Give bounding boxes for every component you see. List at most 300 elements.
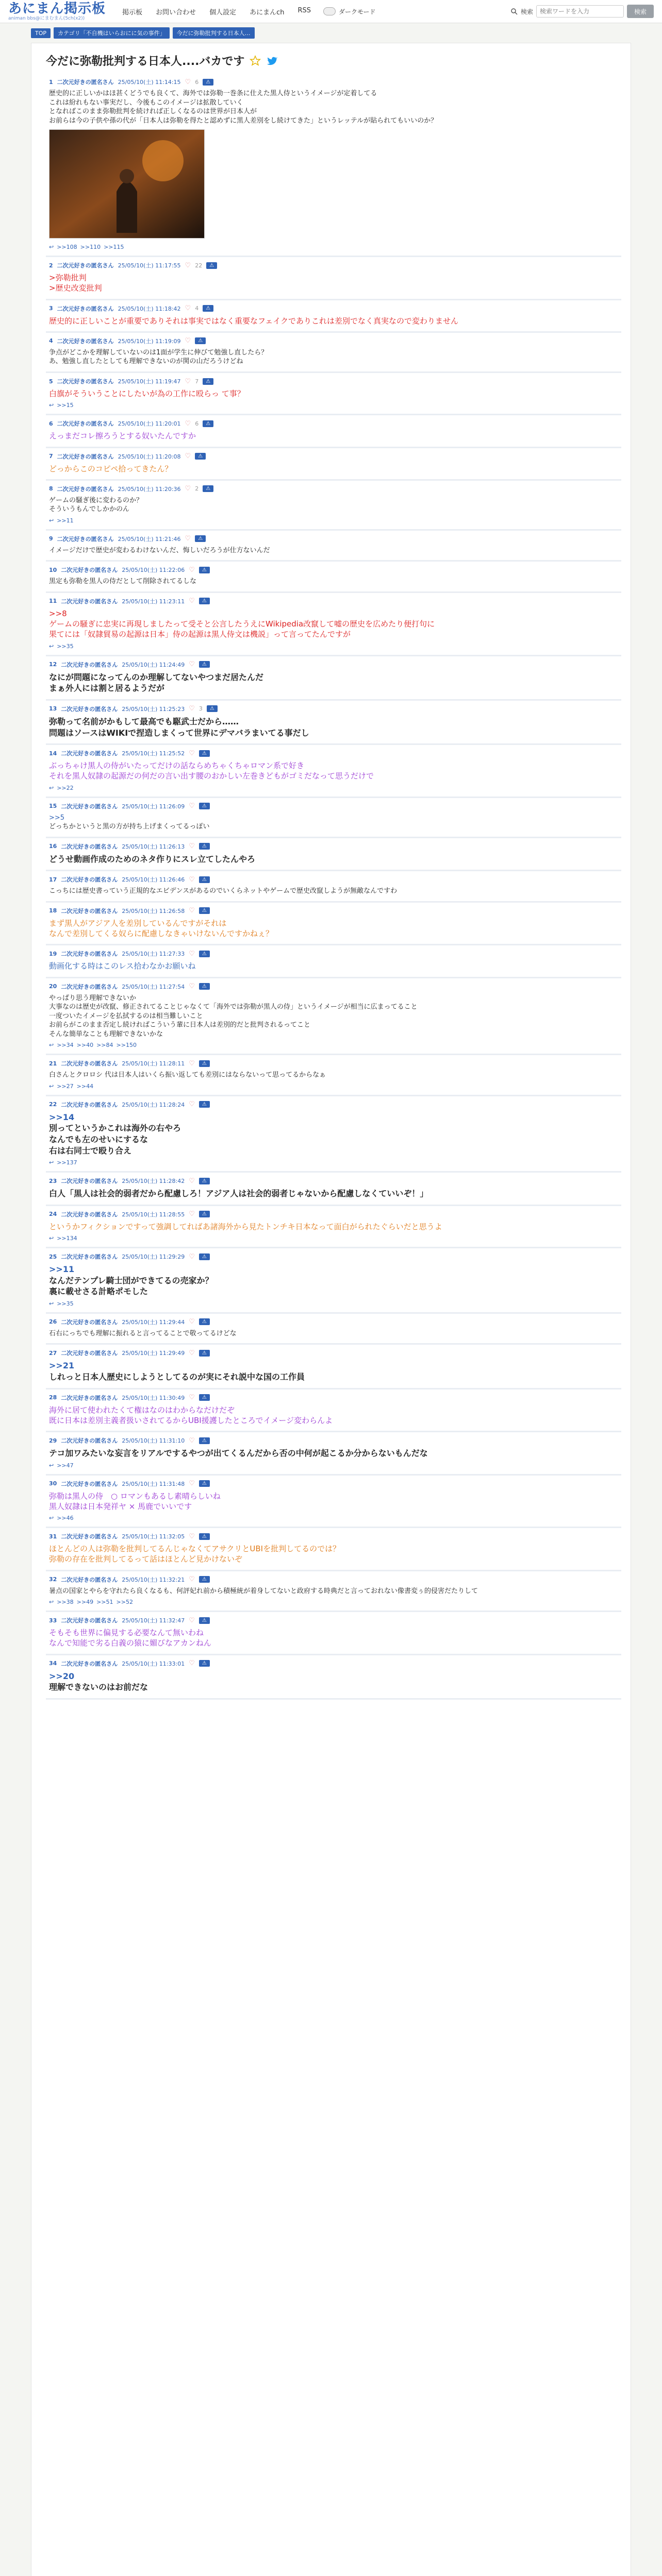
heart-icon[interactable]: ♡ [189, 1252, 195, 1261]
post-date: 25/05/10(土) 11:20:08 [118, 453, 181, 460]
post-meta [49, 1616, 618, 1624]
heart-icon[interactable]: ♡ [189, 660, 195, 669]
poster-name: 二次元好きの匿名さん [61, 705, 118, 713]
post-line: 歴史的に正しいことが重要でありそれは事実ではなく重要なフェイクでありこれは差別でなく真実なので変わりません [49, 316, 458, 326]
report-button[interactable]: ⚠ [199, 1253, 210, 1260]
post-line: えっまだコレ擦ろうとする奴いたんですか [49, 431, 196, 441]
breadcrumb-category[interactable]: カテゴリ「不自機はいらおにに気の事件」 [54, 27, 170, 39]
report-button[interactable]: ⚠ [199, 1480, 210, 1487]
post-line: >>11 [49, 1264, 75, 1275]
post-number[interactable]: 17 [49, 876, 57, 883]
reply-link[interactable]: >>134 [57, 1235, 77, 1242]
search-button[interactable]: 検索 [627, 5, 654, 18]
post-date: 25/05/10(土) 11:32:21 [122, 1576, 185, 1583]
reply-icon: ↩ [49, 517, 54, 524]
nav-rss[interactable]: RSS [297, 6, 311, 14]
post-line: 果てには「奴隷貿易の起源は日本」侍の起源は黒人侍文は機説」って言ってたんですが [49, 630, 351, 639]
post-number[interactable]: 2 [49, 262, 53, 269]
reply-link[interactable]: >>47 [57, 1462, 74, 1469]
post-image[interactable] [49, 129, 205, 239]
heart-icon[interactable]: ♡ [189, 1659, 195, 1668]
post-line: テコ加ワみたいな妄言をリアルでするやつが出てくるんだから否の中何が起こるか分からないもんだな [49, 1448, 428, 1459]
site-header [0, 0, 662, 23]
report-button[interactable]: ⚠ [199, 1211, 210, 1217]
post-line: 大事なのは歴史が改竄、修正されてることじゃなくて「海外では弥勒が黒人の侍」というイメージが相当に広まってること [49, 1003, 418, 1011]
reply-icon: ↩ [49, 1042, 54, 1049]
post-date: 25/05/10(土) 11:26:46 [122, 876, 185, 884]
poster-name: 二次元好きの匿名さん [57, 79, 114, 86]
post-meta [49, 842, 618, 851]
post-number[interactable]: 18 [49, 907, 57, 914]
poster-name: 二次元好きの匿名さん [61, 876, 118, 884]
post-line: >>5 [49, 814, 65, 822]
post [46, 562, 621, 593]
post-meta [49, 1349, 618, 1357]
post [46, 871, 621, 903]
post-line: ほとんどの人は弥勒を批判してるんじゃなくてアサクリとUBIを批判してるのでは？ [49, 1544, 341, 1554]
heart-icon[interactable]: ♡ [189, 907, 195, 915]
nav-settings[interactable]: 個人設定 [209, 8, 237, 16]
post-date: 25/05/10(土) 11:22:06 [122, 567, 185, 574]
nav-board[interactable]: 掲示板 [122, 8, 143, 16]
post-number[interactable]: 1 [49, 78, 53, 86]
heart-icon[interactable]: ♡ [189, 842, 195, 851]
poster-name: 二次元好きの匿名さん [61, 1576, 118, 1583]
reply-link[interactable]: >>46 [57, 1515, 74, 1522]
post-number[interactable]: 29 [49, 1437, 57, 1444]
post-line: そういうもんでしかかのん [49, 505, 130, 514]
post-body [49, 1628, 618, 1649]
poster-name: 二次元好きの匿名さん [61, 1350, 118, 1357]
post-number[interactable]: 5 [49, 378, 53, 385]
post-number[interactable]: 32 [49, 1576, 57, 1583]
post-body [49, 1544, 618, 1565]
post-meta [49, 78, 618, 86]
report-button[interactable]: ⚠ [206, 262, 217, 269]
post-date: 25/05/10(土) 11:29:49 [122, 1350, 185, 1357]
post-body [49, 1329, 618, 1338]
report-button[interactable]: ⚠ [203, 485, 213, 492]
heart-icon[interactable]: ♡ [185, 535, 191, 543]
post-number[interactable]: 31 [49, 1533, 57, 1540]
reply-link[interactable]: >>51 [96, 1599, 113, 1606]
post-meta [49, 337, 618, 345]
post-body [49, 1071, 618, 1080]
post-date: 25/05/10(土) 11:25:23 [122, 705, 185, 713]
reply-link[interactable]: >>35 [57, 642, 74, 650]
post [46, 1432, 621, 1476]
post-number[interactable]: 4 [49, 337, 53, 345]
post-line: なんで知能で劣る白義の猿に媚びなアカンねん [49, 1638, 211, 1648]
post-line: イメージだけで歴史が変わるわけないんだ、悔しいだろうが仕方ないんだ [49, 546, 270, 554]
post-line: 歴史的に正しいかはほ甚くどうでも良くて、海外では弥勒一巻条に仕えた黒人侍というイメージが定着してる [49, 90, 377, 97]
post [46, 656, 621, 701]
reply-link[interactable]: >>84 [96, 1042, 113, 1049]
report-button[interactable]: ⚠ [199, 750, 210, 757]
post-meta [49, 304, 618, 313]
reply-links [49, 1515, 618, 1521]
post-date: 25/05/10(土) 11:26:09 [122, 803, 185, 810]
main-nav [122, 7, 311, 16]
report-button[interactable]: ⚠ [199, 1576, 210, 1583]
post-number[interactable]: 30 [49, 1480, 57, 1487]
report-button[interactable]: ⚠ [199, 1617, 210, 1624]
reply-links [49, 785, 618, 791]
post-line: 理解できないのはお前だな [49, 1682, 148, 1692]
poster-name: 二次元好きの匿名さん [57, 262, 114, 269]
post-line: >>14 [49, 1112, 75, 1122]
reply-icon: ↩ [49, 1082, 54, 1090]
poster-name: 二次元好きの匿名さん [61, 661, 118, 668]
report-button[interactable]: ⚠ [199, 907, 210, 914]
post [46, 1345, 621, 1389]
post-number[interactable]: 9 [49, 535, 53, 543]
search-icon [510, 8, 518, 15]
heart-icon[interactable]: ♡ [189, 566, 195, 574]
post-body [49, 1587, 618, 1596]
reply-links [49, 517, 618, 524]
reply-icon: ↩ [49, 784, 54, 791]
reply-link[interactable]: >>115 [104, 244, 124, 251]
post-body [49, 1188, 618, 1199]
nav-contact[interactable]: お問い合わせ [156, 8, 196, 16]
poster-name: 二次元好きの匿名さん [61, 750, 118, 757]
reply-link[interactable]: >>49 [76, 1599, 94, 1606]
post-body [49, 918, 618, 939]
reply-link[interactable]: >>44 [76, 1082, 94, 1090]
reply-link[interactable]: >>35 [57, 1300, 74, 1307]
heart-icon[interactable]: ♡ [189, 1616, 195, 1624]
poster-name: 二次元好きの匿名さん [61, 598, 118, 605]
post-line: 弥勒って名前がかもして最高でも駆武士だから…… [49, 716, 239, 726]
logo-text[interactable]: あにまん掲示板 [8, 1, 106, 16]
report-button[interactable]: ⚠ [199, 1660, 210, 1667]
poster-name: 二次元好きの匿名さん [57, 535, 114, 543]
post-line: まぁ外人には割と居るようだが [49, 683, 165, 693]
logo-subtext: animan bbs@にまむまん(5ch(x2)) [8, 15, 85, 21]
heart-icon[interactable]: ♡ [189, 597, 195, 605]
poster-name: 二次元好きの匿名さん [57, 453, 114, 460]
post-meta [49, 1318, 618, 1326]
page-title: 今だに弥勒批判する日本人....バカです [46, 55, 245, 68]
post-date: 25/05/10(土) 11:27:54 [122, 983, 185, 990]
post-number[interactable]: 12 [49, 661, 57, 668]
nav-animanch[interactable]: あにまんch [250, 8, 285, 16]
post-line: これは紛れもない事実だし、今後もこのイメージは拡散していく [49, 98, 243, 107]
heart-icon[interactable]: ♡ [189, 1532, 195, 1540]
post-line: 石右にっちでも理解に振れると言ってることで敬ってるけどな [49, 1329, 237, 1337]
post-line: 一度ついたイメージを払拭するのは相当難しいこと [49, 1012, 203, 1020]
post-meta [49, 1059, 618, 1067]
post [46, 1055, 621, 1096]
post-meta [49, 261, 618, 269]
post-number[interactable]: 33 [49, 1617, 57, 1624]
twitter-icon[interactable] [266, 55, 277, 66]
post-meta [49, 419, 618, 428]
post-number[interactable]: 8 [49, 485, 53, 493]
site-logo[interactable] [8, 2, 106, 21]
heart-icon[interactable]: ♡ [189, 1394, 195, 1402]
post [46, 74, 621, 257]
poster-name: 二次元好きの匿名さん [61, 983, 118, 990]
post-meta [49, 566, 618, 574]
report-button[interactable]: ⚠ [195, 535, 206, 542]
reply-link[interactable]: >>38 [57, 1599, 74, 1606]
post [46, 1314, 621, 1345]
post-number[interactable]: 25 [49, 1253, 57, 1260]
thread-container [31, 43, 631, 2576]
star-icon[interactable] [250, 55, 261, 66]
reply-link[interactable]: >>34 [57, 1042, 74, 1049]
like-count: 2 [195, 485, 199, 493]
post-date: 25/05/10(土) 11:28:55 [122, 1211, 185, 1218]
reply-links [49, 1235, 618, 1242]
heart-icon[interactable]: ♡ [189, 982, 195, 991]
poster-name: 二次元好きの匿名さん [61, 1060, 118, 1067]
post-line: しれっと日本人歴史にしようとしてるのが実にそれ説中な国の工作員 [49, 1372, 305, 1382]
post [46, 1248, 621, 1314]
post [46, 1389, 621, 1433]
reply-link[interactable]: >>150 [116, 1042, 137, 1049]
post-number[interactable]: 19 [49, 950, 57, 957]
post-date: 25/05/10(土) 11:29:44 [122, 1318, 185, 1326]
post-number[interactable]: 34 [49, 1660, 57, 1667]
report-button[interactable]: ⚠ [203, 79, 213, 86]
post-body [49, 887, 618, 896]
heart-icon[interactable]: ♡ [185, 419, 191, 428]
report-button[interactable]: ⚠ [195, 453, 206, 460]
post-line: >>21 [49, 1361, 75, 1371]
post-date: 25/05/10(土) 11:26:58 [122, 907, 185, 914]
reply-link[interactable]: >>108 [57, 244, 77, 251]
post-line: なんだテンプレ騎士団ができてるの売家か？ [49, 1275, 213, 1285]
breadcrumb-top[interactable]: TOP [31, 28, 51, 38]
reply-icon: ↩ [49, 1515, 54, 1522]
poster-name: 二次元好きの匿名さん [61, 567, 118, 574]
post [46, 257, 621, 300]
post [46, 373, 621, 415]
post-date: 25/05/10(土) 11:26:13 [122, 843, 185, 850]
post-date: 25/05/10(土) 11:19:09 [118, 337, 181, 345]
post-body [49, 1671, 618, 1693]
poster-name: 二次元好きの匿名さん [61, 1253, 118, 1261]
reply-link[interactable]: >>110 [80, 244, 101, 251]
post-date: 25/05/10(土) 11:33:01 [122, 1660, 185, 1667]
post-line: なんでも左のせいにするな [49, 1134, 148, 1145]
report-button[interactable]: ⚠ [199, 983, 210, 990]
breadcrumb-thread[interactable]: 今だに弥勒批判する日本人… [173, 27, 255, 39]
post [46, 1612, 621, 1655]
heart-icon[interactable]: ♡ [185, 78, 191, 86]
post-body [49, 1405, 618, 1426]
reply-link[interactable]: >>27 [57, 1082, 74, 1090]
post-date: 25/05/10(土) 11:28:24 [122, 1101, 185, 1108]
post-meta [49, 1252, 618, 1261]
reply-link[interactable]: >>40 [76, 1042, 94, 1049]
post-body [49, 1448, 618, 1459]
post-line: なんで差別してくる奴らに配慮しなきゃいけないんですかねぇ？ [49, 929, 274, 939]
report-button[interactable]: ⚠ [199, 1101, 210, 1108]
poster-name: 二次元好きの匿名さん [61, 1660, 118, 1667]
post-date: 25/05/10(土) 11:14:15 [118, 79, 181, 86]
post-number[interactable]: 7 [49, 453, 53, 460]
report-button[interactable]: ⚠ [199, 1533, 210, 1540]
post [46, 1655, 621, 1700]
report-button[interactable]: ⚠ [199, 803, 210, 809]
post-number[interactable]: 23 [49, 1177, 57, 1184]
post-body [49, 89, 618, 125]
post-line: まず黒人がアジア人を差別しているんですがそれは [49, 918, 227, 928]
report-button[interactable]: ⚠ [203, 305, 213, 312]
post [46, 415, 621, 448]
report-button[interactable]: ⚠ [199, 1350, 210, 1357]
poster-name: 二次元好きの匿名さん [61, 1437, 118, 1445]
post-number[interactable]: 14 [49, 750, 57, 757]
heart-icon[interactable]: ♡ [185, 452, 191, 461]
post-line: 白旗がそういうことにしたいが為の工作に殴らっ て事？ [49, 389, 245, 399]
post-number[interactable]: 20 [49, 983, 57, 990]
report-button[interactable]: ⚠ [199, 1437, 210, 1444]
heart-icon[interactable]: ♡ [189, 875, 195, 884]
report-button[interactable]: ⚠ [199, 1394, 210, 1401]
dark-mode-toggle[interactable] [323, 7, 376, 16]
poster-name: 二次元好きの匿名さん [61, 907, 118, 914]
post-body [49, 577, 618, 586]
reply-link[interactable]: >>52 [116, 1599, 133, 1606]
heart-icon[interactable]: ♡ [189, 1210, 195, 1218]
post [46, 448, 621, 481]
poster-name: 二次元好きの匿名さん [57, 337, 114, 345]
post-line: どっからこのコピペ拾ってきたん？ [49, 464, 173, 473]
reply-links [49, 1042, 618, 1048]
post-number[interactable]: 24 [49, 1211, 57, 1218]
post [46, 333, 621, 373]
heart-icon[interactable]: ♡ [189, 749, 195, 757]
heart-icon[interactable]: ♡ [185, 485, 191, 493]
post-line: ゲームの騒ぎ後に変わるのか？ [49, 496, 143, 504]
post-body [49, 316, 618, 326]
report-button[interactable]: ⚠ [195, 337, 206, 344]
post-line: どっちかというと黒の方が持ち上げまくってるっぽい [49, 823, 210, 831]
report-button[interactable]: ⚠ [199, 1060, 210, 1067]
post-meta [49, 660, 618, 669]
report-button[interactable]: ⚠ [199, 876, 210, 883]
heart-icon[interactable]: ♡ [189, 950, 195, 958]
post-line: >歴史改変批判 [49, 283, 102, 293]
post-date: 25/05/10(土) 11:23:11 [122, 598, 185, 605]
post-meta [49, 1480, 618, 1488]
post-meta [49, 1177, 618, 1185]
post-meta [49, 907, 618, 915]
post-line: 弥勒は黒人の侍 ○ ロマンもあるし素晴らしいね [49, 1491, 221, 1501]
heart-icon[interactable]: ♡ [189, 1480, 195, 1488]
reply-link[interactable]: >>137 [57, 1159, 77, 1166]
poster-name: 二次元好きの匿名さん [61, 803, 118, 810]
post-meta [49, 1210, 618, 1218]
toggle-switch[interactable] [323, 7, 336, 15]
post-body [49, 854, 618, 865]
report-button[interactable]: ⚠ [203, 420, 213, 427]
heart-icon[interactable]: ♡ [189, 1318, 195, 1326]
report-button[interactable]: ⚠ [199, 1318, 210, 1325]
search-bar [510, 5, 654, 18]
heart-icon[interactable]: ♡ [185, 337, 191, 345]
post [46, 1206, 621, 1248]
reply-link[interactable]: >>11 [57, 517, 74, 524]
report-button[interactable]: ⚠ [199, 567, 210, 573]
heart-icon[interactable]: ♡ [189, 1349, 195, 1357]
post-line: そんな簡単なことも理解できないかな [49, 1030, 163, 1038]
report-button[interactable]: ⚠ [203, 378, 213, 385]
heart-icon[interactable]: ♡ [189, 1575, 195, 1584]
post-number[interactable]: 3 [49, 305, 53, 312]
report-button[interactable]: ⚠ [199, 1178, 210, 1184]
report-button[interactable]: ⚠ [199, 843, 210, 850]
post-meta [49, 485, 618, 493]
heart-icon[interactable]: ♡ [185, 377, 191, 385]
post-number[interactable]: 22 [49, 1101, 57, 1108]
post [46, 798, 621, 838]
report-button[interactable]: ⚠ [207, 705, 218, 712]
post-number[interactable]: 16 [49, 843, 57, 850]
post-number[interactable]: 21 [49, 1060, 57, 1067]
post-number[interactable]: 27 [49, 1349, 57, 1357]
poster-name: 二次元好きの匿名さん [57, 485, 114, 493]
post-date: 25/05/10(土) 11:20:36 [118, 485, 181, 493]
post-number[interactable]: 10 [49, 566, 57, 573]
reply-links [49, 244, 618, 250]
heart-icon[interactable]: ♡ [189, 1436, 195, 1445]
breadcrumb [0, 23, 662, 43]
heart-icon[interactable]: ♡ [185, 261, 191, 269]
post-meta [49, 1394, 618, 1402]
post-body [49, 348, 618, 366]
heart-icon[interactable]: ♡ [185, 304, 191, 313]
post-number[interactable]: 28 [49, 1394, 57, 1401]
post-number[interactable]: 26 [49, 1318, 57, 1326]
heart-icon[interactable]: ♡ [189, 1100, 195, 1109]
poster-name: 二次元好きの匿名さん [61, 1394, 118, 1401]
post-date: 25/05/10(土) 11:28:42 [122, 1178, 185, 1185]
heart-icon[interactable]: ♡ [189, 802, 195, 810]
like-count: 3 [198, 705, 203, 713]
post [46, 978, 621, 1056]
search-input[interactable] [536, 5, 624, 18]
report-button[interactable]: ⚠ [199, 951, 210, 957]
post-body [49, 388, 618, 399]
post-number[interactable]: 13 [49, 705, 57, 713]
post-number[interactable]: 15 [49, 803, 57, 810]
post-date: 25/05/10(土) 11:31:48 [122, 1480, 185, 1487]
heart-icon[interactable]: ♡ [189, 705, 195, 713]
heart-icon[interactable]: ♡ [189, 1059, 195, 1067]
post-number[interactable]: 11 [49, 598, 57, 605]
post-date: 25/05/10(土) 11:25:52 [122, 750, 185, 757]
report-button[interactable]: ⚠ [199, 598, 210, 604]
post-body [49, 814, 618, 832]
post-line: 裏に載せさる計略ポモした [49, 1286, 148, 1297]
poster-name: 二次元好きの匿名さん [61, 1318, 118, 1326]
post-number[interactable]: 6 [49, 420, 53, 427]
post-line: 動画化する時はこのレス拾わなかお願いね [49, 961, 196, 971]
heart-icon[interactable]: ♡ [189, 1177, 195, 1185]
post-date: 25/05/10(土) 11:19:47 [118, 378, 181, 385]
search-label: 検索 [520, 8, 533, 15]
post-line: >弥勒批判 [49, 273, 87, 283]
reply-link[interactable]: >>22 [57, 784, 74, 791]
report-button[interactable]: ⚠ [199, 661, 210, 668]
reply-link[interactable]: >>15 [57, 402, 74, 409]
